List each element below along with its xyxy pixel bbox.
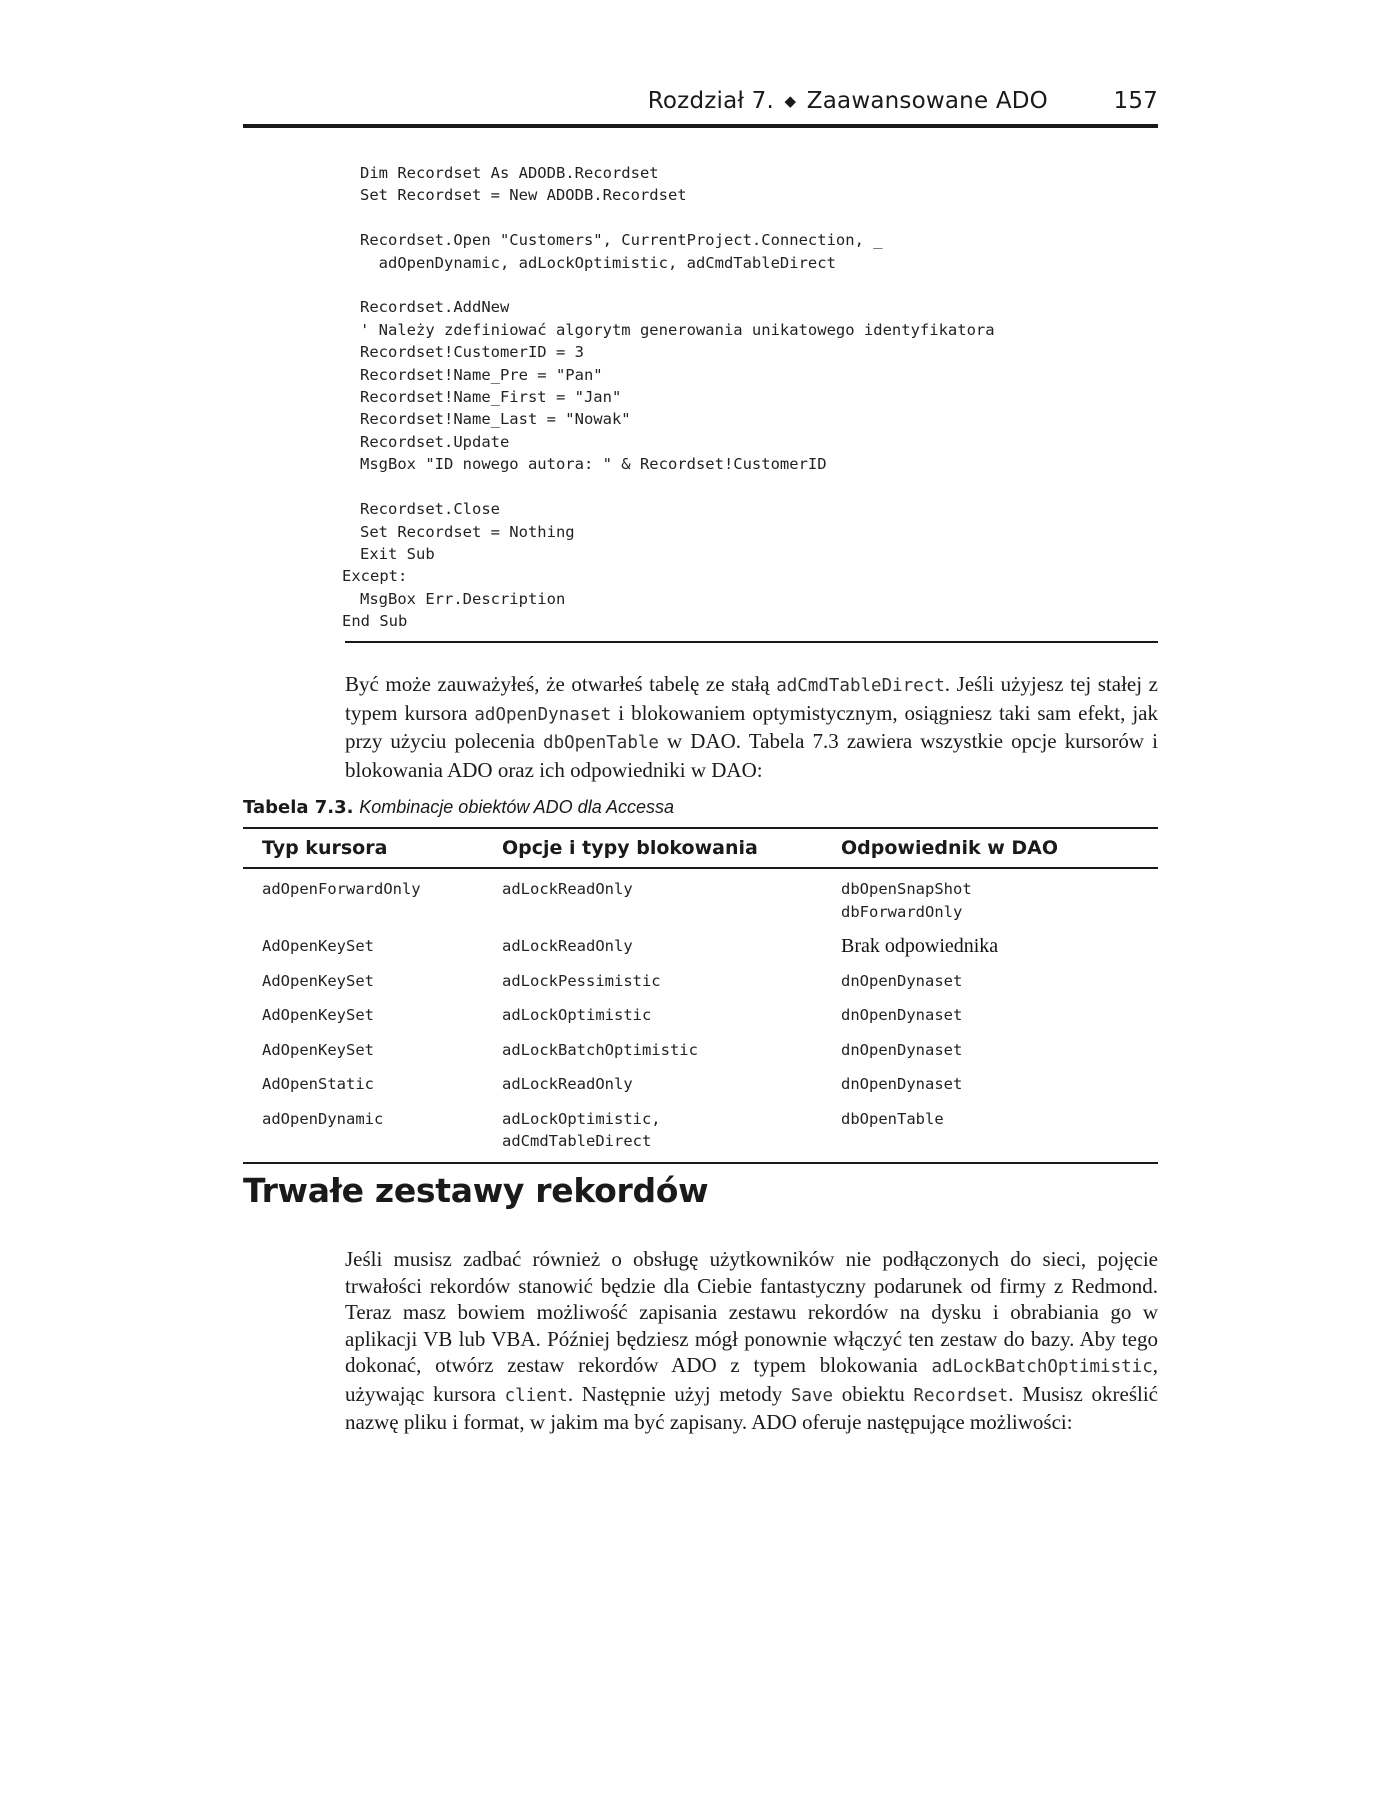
inline-code: client	[504, 1385, 568, 1406]
code-line: Exit Sub	[360, 544, 435, 563]
cell-text: adLockReadOnly	[502, 1075, 633, 1093]
table-caption-text: Kombinacje obiektów ADO dla Accessa	[359, 797, 675, 817]
paragraph-text: , używając kursora	[345, 1353, 1158, 1406]
cell-text: adLockOptimistic,	[502, 1109, 661, 1128]
cell-text: AdOpenKeySet	[262, 971, 374, 990]
table-cell	[483, 970, 823, 993]
cell-text: adOpenDynamic	[262, 1109, 384, 1128]
cell-text: dbForwardOnly	[841, 902, 963, 921]
inline-code: adLockBatchOptimistic	[931, 1357, 1153, 1377]
cell-text: adLockPessimistic	[502, 971, 661, 990]
cell-text: AdOpenKeySet	[262, 937, 374, 955]
code-line: Recordset!CustomerID = 3	[360, 343, 584, 362]
cell-text: dnOpenDynaset	[841, 971, 963, 990]
cursor-table	[243, 827, 1158, 1164]
code-line: Recordset.Open "Customers", CurrentProject.Connection, _	[360, 231, 883, 250]
code-line: MsgBox "ID nowego autora: " & Recordset!CustomerID	[360, 455, 827, 474]
cell-text: Brak odpowiednika	[841, 935, 999, 957]
paragraph-text: . Jeśli użyjesz tej stałej z typem kursora	[345, 672, 1159, 725]
code-line: Dim Recordset As ADODB.Recordset	[360, 164, 659, 182]
table-cell	[823, 1073, 1158, 1096]
code-line: Set Recordset = New ADODB.Recordset	[360, 186, 687, 205]
cell-text: AdOpenKeySet	[262, 1040, 374, 1059]
paragraph-text: . Następnie użyj metody	[567, 1381, 791, 1406]
cell-text: adCmdTableDirect	[502, 1132, 652, 1150]
table-cell	[243, 935, 483, 958]
header-rule	[243, 124, 1158, 128]
code-line: Recordset.Close	[360, 500, 500, 519]
table-caption-label: Tabela 7.3.	[243, 797, 354, 818]
table-row	[243, 1103, 1158, 1160]
paragraph-text: . Musisz określić nazwę pliku i format, w jakim ma być zapisany. ADO oferuje następujące możliwości:	[345, 1381, 1158, 1434]
inline-code: Recordset	[913, 1385, 1009, 1406]
table-cell	[823, 878, 1158, 923]
table-cell	[823, 1039, 1158, 1062]
table-cell	[823, 935, 1158, 958]
table-cell	[483, 1004, 823, 1027]
code-end-rule	[345, 641, 1158, 643]
table-cell	[243, 1004, 483, 1027]
table-cell	[243, 1108, 483, 1153]
table-row	[243, 999, 1158, 1034]
paragraph-text: obiektu	[833, 1381, 914, 1406]
table-cell	[483, 935, 823, 958]
table-row	[243, 1034, 1158, 1069]
inline-code: Save	[790, 1385, 834, 1406]
table-row	[243, 930, 1158, 965]
header-chapter: Rozdział 7.	[647, 88, 775, 114]
code-line: End Sub	[342, 612, 408, 631]
table-row	[243, 873, 1158, 930]
table-cell	[823, 1108, 1158, 1153]
cell-text: AdOpenStatic	[262, 1075, 374, 1093]
inline-code: adOpenDynaset	[474, 704, 612, 725]
table-cell	[483, 1108, 823, 1153]
table-cell	[243, 970, 483, 993]
paragraph-text: Być może zauważyłeś, że otwarłeś tabelę ze stałą	[345, 672, 777, 696]
inline-code: dbOpenTable	[543, 733, 659, 753]
code-line: Set Recordset = Nothing	[360, 522, 575, 541]
paragraph-text: Jeśli musisz zadbać również o obsługę użytkowników nie podłączonych do sieci, pojęcie trwałości rekordów stanowić będzie dla Ciebie fantastyczny podarunek od firmy z Redmond. Teraz masz bowiem możliwość zapisania zestawu rekordów na dysku i obrabiania go w aplikacji VB lub VBA. Później będziesz mógł ponownie włączyć ten zestaw do bazy. Aby tego dokonać, otwórz zestaw rekordów ADO z typem blokowania	[345, 1247, 1158, 1377]
cell-text: adLockReadOnly	[502, 880, 633, 898]
body-paragraph	[345, 1246, 1158, 1436]
code-line: Recordset.AddNew	[360, 298, 510, 317]
table-row	[243, 965, 1158, 1000]
body-paragraph	[345, 671, 1158, 783]
table-header-row	[243, 829, 1158, 869]
code-line: ' Należy zdefiniować algorytm generowania unikatowego identyfikatora	[360, 320, 995, 339]
cell-text: dnOpenDynaset	[841, 1006, 963, 1024]
cell-text: dbOpenTable	[841, 1109, 944, 1128]
table-cell	[823, 970, 1158, 993]
cell-text: adLockBatchOptimistic	[502, 1040, 698, 1059]
header-text	[648, 88, 1158, 114]
table-cell	[483, 1039, 823, 1062]
code-listing	[342, 162, 995, 633]
diamond-separator-icon: ◆	[784, 92, 797, 110]
code-line: MsgBox Err.Description	[360, 589, 566, 608]
cell-text: adLockReadOnly	[502, 937, 633, 955]
column-header: Opcje i typy blokowania	[502, 837, 758, 859]
code-line: Recordset!Name_First = "Jan"	[360, 388, 622, 407]
code-line: Recordset.Update	[360, 432, 510, 451]
code-line: Recordset!Name_Pre = "Pan"	[360, 365, 603, 384]
cell-text: adLockOptimistic	[502, 1006, 652, 1024]
header-title: Zaawansowane ADO	[806, 88, 1048, 114]
table-cell	[243, 1039, 483, 1062]
section-heading: Trwałe zestawy rekordów	[243, 1171, 709, 1210]
column-header: Odpowiednik w DAO	[841, 837, 1059, 859]
code-line: Recordset!Name_Last = "Nowak"	[360, 410, 631, 429]
code-line: Except:	[342, 567, 408, 586]
cell-text: dnOpenDynaset	[841, 1075, 963, 1093]
cell-text: adOpenForwardOnly	[262, 880, 421, 898]
cell-text: dbOpenSnapShot	[841, 880, 972, 898]
table-cell	[823, 1004, 1158, 1027]
code-line: adOpenDynamic, adLockOptimistic, adCmdTableDirect	[360, 253, 836, 272]
cell-text: AdOpenKeySet	[262, 1006, 374, 1024]
running-header	[243, 88, 1158, 126]
paragraph-text: i blokowaniem optymistycznym, osiągniesz taki sam efekt, jak przy użyciu polecenia	[345, 700, 1158, 753]
table-cell	[483, 878, 823, 923]
table-cell	[243, 878, 483, 923]
cell-text: dnOpenDynaset	[841, 1040, 963, 1059]
table-caption	[243, 797, 674, 818]
table-row	[243, 1068, 1158, 1103]
column-header: Typ kursora	[262, 837, 388, 859]
table-cell	[243, 1073, 483, 1096]
paragraph-text: w DAO. Tabela 7.3 zawiera wszystkie opcje kursorów i blokowania ADO oraz ich odpowiedniki w DAO:	[345, 729, 1158, 782]
inline-code: adCmdTableDirect	[776, 676, 945, 696]
table-body	[243, 869, 1158, 1162]
table-cell	[483, 1073, 823, 1096]
page-number: 157	[1113, 88, 1158, 114]
